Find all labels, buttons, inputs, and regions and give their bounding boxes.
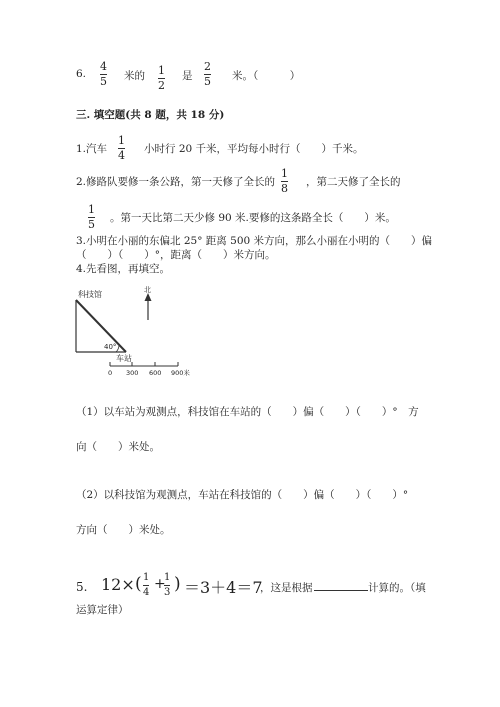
fill-q4-text: 4.先看图，再填空。 [76, 263, 171, 275]
denominator: 5 [204, 75, 211, 88]
q5-expression-a: 12× [101, 575, 135, 594]
q5-plus: + [154, 576, 166, 592]
q6-fraction-4-5 [100, 61, 107, 88]
denominator: 8 [281, 182, 288, 195]
north-arrow-head [145, 293, 152, 301]
station-label: 车站 [116, 354, 132, 363]
fill-q3-line-2: （ ）（ ）°，距离（ ）米方向。 [76, 249, 276, 261]
sub1-line-1: （1）以车站为观测点，科技馆在车站的（ ）偏（ ）（ ）° 方 [76, 406, 419, 418]
numerator: 2 [204, 60, 211, 73]
angle-arc [116, 345, 119, 352]
numerator: 1 [281, 167, 288, 180]
numerator: 1 [158, 64, 165, 77]
q5-after-text: 计算的。（填 [368, 582, 426, 594]
denominator: 3 [164, 587, 171, 598]
q5-text: ，这是根据 [260, 582, 313, 594]
fill-q2-fraction-1-8 [281, 168, 288, 195]
fill-q2-text-c: 。第一天比第二天少修 90 米.要修的这条路全长（ ）米。 [110, 212, 396, 224]
numerator: 1 [118, 134, 125, 147]
q5-number: 5. [76, 580, 88, 594]
scale-label-900: 900米 [171, 369, 190, 377]
q6-fraction-1-2 [158, 65, 165, 92]
q5-paren-close: ) [174, 574, 181, 594]
angle-label: 40° [104, 343, 117, 351]
q5-answer-blank[interactable] [314, 580, 368, 591]
fill-q2-fraction-1-5 [88, 204, 95, 231]
section-title: 三. 填空题(共 8 题，共 18 分) [76, 109, 225, 121]
sub2-line-1: （2）以科技馆为观测点，车站在科技馆的（ ）偏（ ）（ ）° [76, 489, 409, 501]
numerator: 4 [100, 60, 107, 73]
q5-line-2: 运算定律） [76, 604, 129, 616]
denominator: 2 [158, 79, 165, 92]
q5-paren-open: ( [135, 574, 142, 594]
numerator: 1 [88, 203, 95, 216]
fill-q1-text-b: 小时行 20 千米，平均每小时行（ ）千米。 [144, 143, 364, 155]
q6-text-1: 米的 [124, 70, 145, 82]
fill-q3-line-1: 3.小明在小丽的东偏北 25° 距离 500 米方向，那么小丽在小明的（ ）偏 [76, 235, 433, 247]
map-diagram [70, 280, 210, 380]
denominator: 4 [143, 587, 150, 598]
denominator: 4 [118, 149, 125, 162]
q6-number: 6. [76, 68, 87, 80]
sub1-line-2: 向（ ）米处。 [76, 441, 160, 453]
fill-q1-text-a: 1.汽车 [76, 143, 108, 155]
library-label: 科技馆 [78, 290, 102, 299]
numerator: 1 [143, 572, 150, 583]
scale-label-600: 600 [149, 369, 162, 377]
denominator: 5 [88, 218, 95, 231]
denominator: 5 [100, 75, 107, 88]
fill-q1-fraction-1-4 [118, 135, 125, 162]
scale-label-0: 0 [108, 369, 113, 377]
q5-fraction-1-3 [164, 572, 170, 599]
fill-q2-text-a: 2.修路队要修一条公路，第一天修了全长的 [76, 176, 276, 188]
north-label: 北 [144, 286, 151, 294]
q5-fraction-1-4 [143, 572, 149, 599]
q6-fraction-2-5 [204, 61, 211, 88]
triangle-hypotenuse [76, 300, 126, 352]
numerator: 1 [164, 572, 171, 583]
fill-q2-text-b: ，第二天修了全长的 [306, 176, 401, 188]
q6-text-3: 米。（ ） [232, 70, 301, 82]
q6-text-2: 是 [182, 70, 193, 82]
sub2-line-2: 方向（ ）米处。 [76, 524, 171, 536]
scale-label-300: 300 [126, 369, 139, 377]
q5-expression-b: ＝3＋4＝7 [184, 578, 263, 597]
